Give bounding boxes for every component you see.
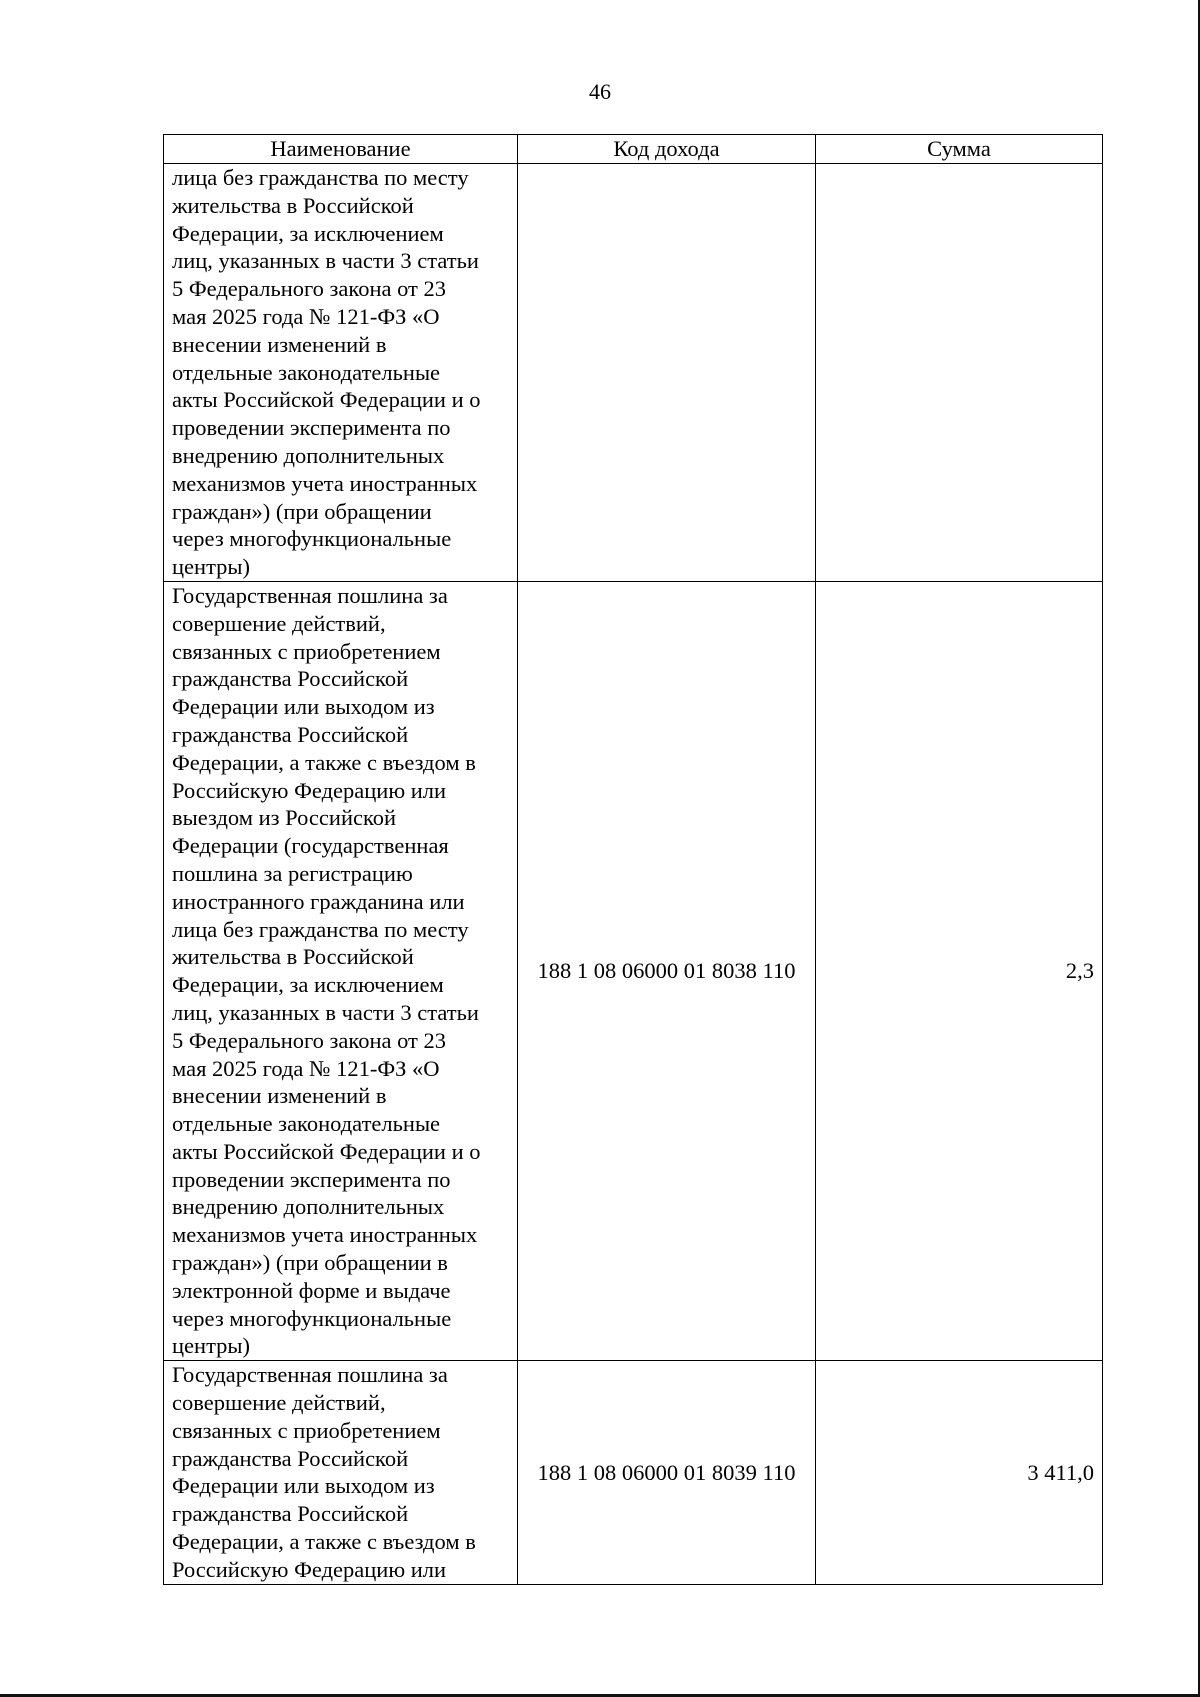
name-line: гражданства Российской [172, 1445, 409, 1471]
name-line: проведении эксперимента по [172, 1166, 451, 1192]
table-header-row [164, 135, 1103, 164]
name-line: связанных с приобретением [172, 638, 441, 664]
name-line: внедрению дополнительных [172, 1194, 445, 1220]
name-line: гражданства Российской [172, 1501, 409, 1527]
name-line: внесении изменений в [172, 1083, 387, 1109]
name-line: механизмов учета иностранных [172, 1222, 478, 1248]
name-line: акты Российской Федерации и о [172, 1138, 481, 1164]
name-line: центры) [172, 554, 251, 580]
name-line: акты Российской Федерации и о [172, 387, 481, 413]
name-line: отдельные законодательные [172, 1111, 441, 1137]
name-line: мая 2025 года № 121-ФЗ «О [172, 1055, 440, 1081]
name-line: центры) [172, 1333, 251, 1359]
name-line: 5 Федерального закона от 23 [172, 276, 447, 302]
name-line: Федерации, за исключением [172, 220, 444, 246]
name-line: Государственная пошлина за [172, 582, 448, 608]
name-line: Государственная пошлина за [172, 1362, 448, 1388]
name-line: через многофункциональные [172, 526, 452, 552]
table-row [164, 581, 1103, 1360]
cell-sum [816, 164, 1103, 582]
cell-name [164, 164, 518, 582]
cell-name [164, 581, 518, 1360]
name-line: Федерации или выходом из [172, 1473, 435, 1499]
name-line: жительства в Российской [172, 944, 414, 970]
name-line: мая 2025 года № 121-ФЗ «О [172, 303, 440, 329]
cell-sum: 2,3 [816, 581, 1103, 1360]
name-line: иностранного гражданина или [172, 888, 465, 914]
header-code: Код дохода [518, 135, 816, 164]
page-number: 46 [589, 79, 611, 104]
cell-sum: 3 411,0 [816, 1361, 1103, 1584]
name-line: проведении эксперимента по [172, 415, 451, 441]
name-line: Федерации (государственная [172, 833, 449, 859]
name-line: совершение действий, [172, 610, 386, 636]
name-line: гражданства Российской [172, 721, 409, 747]
revenue-table [163, 134, 1103, 1585]
name-line: гражданства Российской [172, 666, 409, 692]
name-line: Российскую Федерацию или [172, 1556, 447, 1582]
name-line: лиц, указанных в части 3 статьи [172, 248, 479, 274]
name-line: Федерации, за исключением [172, 972, 444, 998]
name-line: электронной форме и выдаче [172, 1277, 451, 1303]
name-line: механизмов учета иностранных [172, 470, 478, 496]
name-line: внедрению дополнительных [172, 442, 445, 468]
name-line: лица без гражданства по месту [172, 165, 469, 190]
cell-code: 188 1 08 06000 01 8039 110 [518, 1361, 816, 1584]
table-body [164, 164, 1103, 1585]
header-name: Наименование [164, 135, 518, 164]
name-line: внесении изменений в [172, 331, 387, 357]
name-line: 5 Федерального закона от 23 [172, 1027, 447, 1053]
table-row [164, 1361, 1103, 1584]
name-line: Федерации, а также с въездом в [172, 1529, 476, 1555]
name-line: пошлина за регистрацию [172, 860, 413, 886]
header-sum: Сумма [816, 135, 1103, 164]
cell-code: 188 1 08 06000 01 8038 110 [518, 581, 816, 1360]
name-line: граждан») (при обращении в [172, 1250, 448, 1276]
name-line: отдельные законодательные [172, 359, 441, 385]
name-line: Федерации, а также с въездом в [172, 749, 476, 775]
cell-name [164, 1361, 518, 1584]
name-line: жительства в Российской [172, 192, 414, 218]
table-row [164, 164, 1103, 582]
name-line: совершение действий, [172, 1390, 386, 1416]
name-line: лица без гражданства по месту [172, 916, 469, 942]
name-line: через многофункциональные [172, 1305, 452, 1331]
name-line: Федерации или выходом из [172, 694, 435, 720]
name-line: выездом из Российской [172, 805, 397, 831]
cell-code [518, 164, 816, 582]
name-line: связанных с приобретением [172, 1417, 441, 1443]
name-line: лиц, указанных в части 3 статьи [172, 999, 479, 1025]
name-line: Российскую Федерацию или [172, 777, 447, 803]
name-line: граждан») (при обращении [172, 498, 432, 524]
